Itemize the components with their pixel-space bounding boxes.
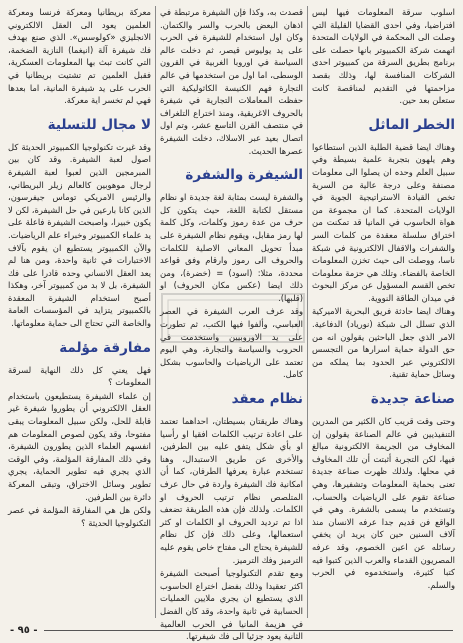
paragraph: ومع تقدم التكنولوجيا أصبحت الشيفرة اكثر تعقيدا وذلك بفضل اختراع الحاسوب الذي يستطيع ان يجري ملايين العمليات الحسابية في ثانية واحدة، وقد كان الفضل في هزيمة المانيا في الحرب العالمية الثانية يعود جزئيا الى فك شيفرتها. (160, 568, 303, 642)
column-divider (155, 6, 156, 618)
paragraph: إن علماء الشيفرة يستطيعون باستخدام العقل الالكتروني أن يطوروا شيفرة غير قابلة للحل، ولكن سبيل المعلومات يبقى مفتوحا، وقد يكون لصوص المعلومات هم انفسهم العلماء الذين يطورون الشيفرة، وفي ذلك المفارقة المؤلمة، وفي الوقت الذي يجري فيه تطوير الحماية، يجري تطوير وسائل الاختراق، وتبقى المعركة دائرة بين الطرفين. (8, 390, 151, 502)
paragraph: فهل يعني كل ذلك النهاية لسرقة المعلومات ؟ (8, 364, 151, 388)
column-left (8, 6, 151, 624)
section-heading: لا مجال للتسلية (47, 116, 151, 133)
column-middle (160, 6, 303, 642)
paragraph: اسلوب سرقة المعلومات فيها ليس افتراضيا، وفي احدى القضايا القليلة التي وصلت الى المحكمة في الولايات المتحدة اتهمت شركة الكمبيوتر بانها حصلت على برنامج بطريق السرقة من كمبيوتر احدى الشركات المنافسة لها، وذلك بقصد مزاحمتها في التقديم لمناقصة كانت ستعلن بعد حين. (312, 7, 455, 106)
paragraph: قصدت به، وكذا فإن الشيفرة مرتبطة في اذهان البعض بالحرب والسر والكتمان. وكان اول استخدام للشيفرة في الحرب على يد يوليوس قيصر، ثم دخلت عالم السياسة في اوروبا الغربية في القرون الوسطى، اما اول من استخدمها في عالم التجارة فهم الكنيسة الكاثوليكية التي حفظت المعاملات التجارية في شيفرة بالحروف الاغريقية، ومنذ اختراع التلغراف في منتصف القرن التاسع عشر، وتم اول اتصال بعيد عبر الاسلاك، دخلت الشيفرة عصرها الحديث. (160, 7, 303, 156)
paragraph: وقد عرف العرب الشيفرة في العصر العباسي، وألفوا فيها الكتب، ثم تطورت على يد الاوروبيين واستخدمت في الحروب والسياسة والتجارة، وهي اليوم تعتمد على الرياضيات والحاسوب بشكل كامل. (160, 306, 303, 380)
section-heading: صناعة جديدة (370, 391, 455, 408)
paragraph: معركة بريطانيا ومعركة فرنسا ومعركة العلمين يعود الى العقل الالكتروني الانجليزي «كولوسس». الذي صنع بهدف فك شيفرة آلة (انيغما) النازية الضخمة، التي كانت تبث بها المعلومات العسكرية، فقبل العلمين تم تشتيت بريطانيا في الحرب على يد شيفرة المانية، اما بعدها فهي لم تخسر اية معركة. (8, 7, 151, 106)
section-heading: مفارقة مؤلمة (59, 339, 151, 356)
paragraph: وحتى وقت قريب كان الكثير من المدرين التنفيذيين في عالم الصناعة يقولون إن المخاوف من الجريمة الالكترونية مبالغ فيها، لكن التجربة أثبتت أن تلك المخاوف في محلها. ولذلك ظهرت صناعة جديدة تعنى بحماية المعلومات وتشفيرها، وهي صناعة تقوم على الرياضيات والحساب، وتستخدم ما يسمى بالشفرة. وهي في الواقع فن قديم جدا عرفه الانسان منذ آلاف السنين حين كان يريد ان يخفي رسائله عن اعين الخصوم، وقد عرفه المصريون القدماء والعرب الذين كتبوا فيه كتبا كثيرة، واستخدموه في الحرب والسلم. (312, 416, 455, 590)
section-heading: نظام معقد (231, 391, 303, 408)
footer-rule (44, 630, 454, 631)
paragraph: والشفرة ليست بمثابة لغة جديدة او نظام مستقل لكتابة اللغة، حيث يتكون كل حرف من عدة رموز وكلمات، وكل كلمة لها رمز مقابل، ويقوم نظام الشيفرة على مبدأ تحويل المعاني الاصلية للكلمات والحروف الى رموز وارقام وفق قواعد محددة، مثلا: (اسود) = (خضرة)، ومن ذلك ايضا (عكس مكان الحروف) او (قلبها). (160, 192, 303, 303)
column-right (312, 6, 455, 624)
page-footer (10, 624, 453, 636)
paragraph: وهناك طريقتان بسيطتان، احداهما تعتمد على اعادة ترتيب الكلمات افقيا او رأسيا او بأي شكل يتفق عليه بين الطرفين، والأخرى عن طريق الاستبدال، وهنا تستخدم عبارة يعرفها الطرفان، كما أن امكانية فك الشيفرة واردة في حال عرف المتلصص نظام ترتيب الحروف او الكلمات. ولذلك فإن هذه الطريقة تضعف اذا تم ترديد الحروف او الكلمات او كثر استعمالها، وعلى ذلك فإن كل نظام للشيفرة يحتاج الى مفتاح خاص يقوم عليه الترميز وفك الترميز. (160, 416, 303, 565)
page-number: - ٩٥ - (10, 624, 38, 636)
paragraph: وقد غيرت تكنولوجيا الكمبيوتر الحديثة كل اصول لعبة الشيفرة. وقد كان بين المبرمجين الذين لعبوا لعبة الشيفرة لرجال موهوبين كالعالم زيلر البريطاني، والرئيس الامريكي توماس جيفرسون، الذين كانا بارعين في حل الشيفرة، لكن لا يكون خبيرا، واصبحت الشيفرة فاعلة على يد علماء الكمبيوتر وخبراء علم الرياضيات. والآن الكمبيوتر يستطيع ان يقوم بآلاف الاختبارات في ثانية واحدة، ومن هنا لم يعد العقل الانساني وحده قادرا على فك الشيفرة، بل لا بد من كمبيوتر آخر، وهكذا أصبح استخدام الشيفرة المعقدة بالكمبيوتر يتزايد في المؤسسات العامة والخاصة التي تحتاج الى حماية معلوماتها. (8, 141, 151, 329)
column-divider (307, 6, 308, 618)
paragraph: وهناك ايضا حادثة فريق البحرية الاميركية الذي تسلل الى شبكة (نورياد) الدفاعية. الامر الذي جعل الباحثين يقولون انه من حق الدولة حماية اسرارها من التجسس الالكتروني عبر الحدود بما يملكه من وسائل حماية تقنية. (312, 306, 455, 380)
paragraph: ولكن هل هي المفارقة المؤلمة في عصر التكنولوجيا الحديثة ؟ (8, 505, 151, 528)
section-heading: الخطر الماثل (368, 116, 455, 133)
section-heading: الشيفرة والشفرة (185, 167, 303, 184)
paragraph: وهناك ايضا قضية الطلبة الذين استطاعوا وهم يلهون بتجربة علمية بسيطة وفي سبيل العلم وحده ان يصلوا الى معلومات مصنفة وعلى درجة عالية من السرية تخص القيادة الاستراتيجية الجوية في الولايات المتحدة. كما ان مجموعة من هواة الحاسوب في المانيا قد تمكنت من اختراق سلسلة معقدة من كلمات السر والشفرات والاقفال الالكترونية في شبكة ناسا، ووصلت الى حيث تخزن المعلومات الخاصة بالفضاء. وتلك هي حزمة معلومات تخص القسم المسؤول عن مركز البحوث في ميدان الطاقة النووية. (312, 141, 455, 303)
